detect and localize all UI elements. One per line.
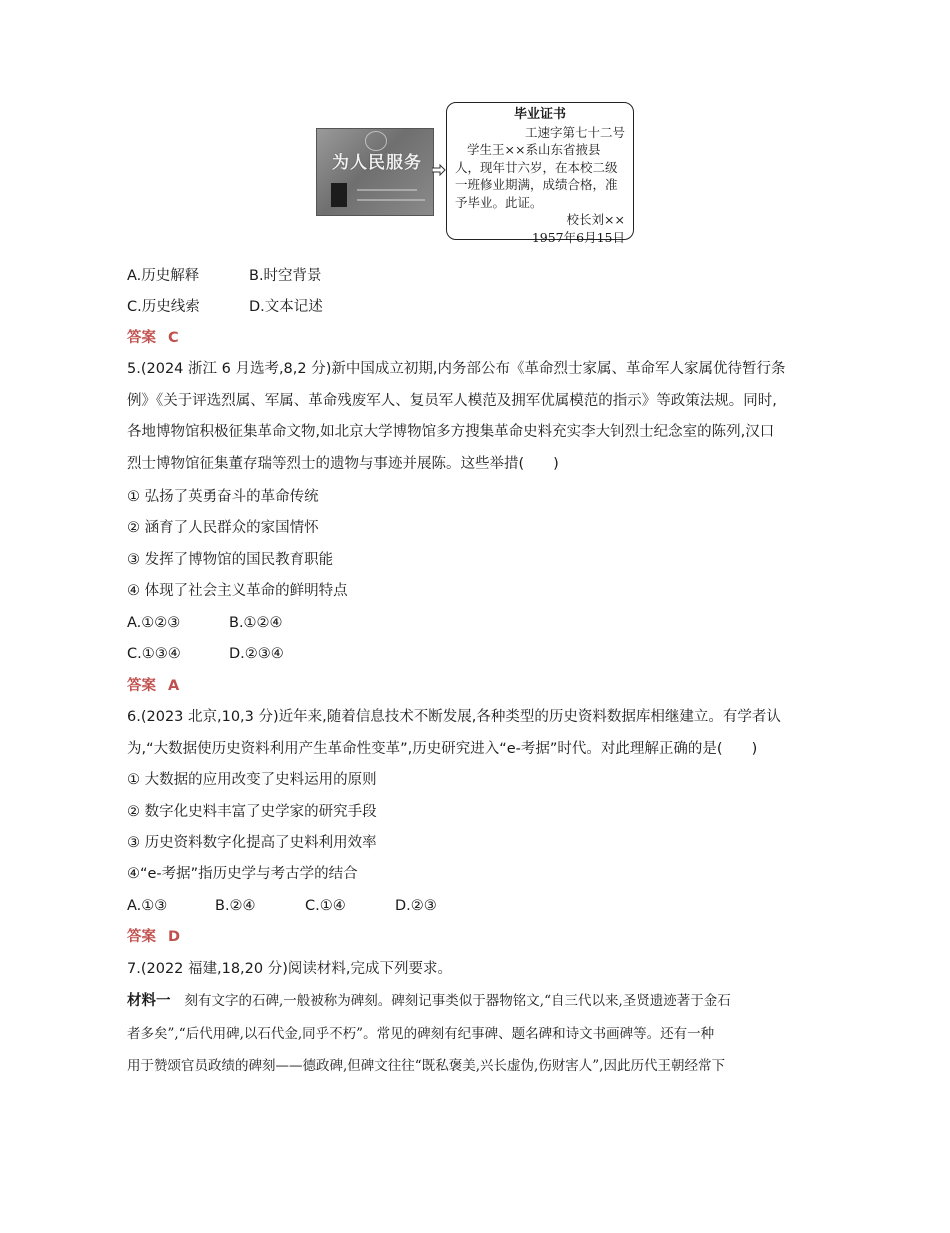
question-stem-line: 7.(2022 福建,18,20 分)阅读材料,完成下列要求。	[127, 961, 452, 977]
portrait-image	[331, 183, 347, 207]
emblem-seal	[365, 131, 387, 151]
material-line: 用于赞颂官员政绩的碑刻——德政碑,但碑文往往“既私褒美,兴长虚伪,伤财害人”,因此历代王朝经常下	[127, 1058, 725, 1074]
option-d: D.文本记述	[249, 299, 323, 315]
question-stem-line: 烈士博物馆征集董存瑞等烈士的遗物与事迹并展陈。这些举措( )	[127, 456, 559, 472]
option-c: C.①③④	[127, 646, 181, 662]
photo-title: 为人民服务	[332, 153, 422, 173]
certificate-line: 学生王××系山东省掖县	[467, 142, 601, 157]
material-label: 材料一	[127, 993, 171, 1009]
certificate-line: 校长刘××	[566, 212, 625, 227]
arrow-right-icon	[432, 164, 446, 176]
photo-text-line	[357, 189, 417, 191]
answer-value: C	[168, 330, 179, 346]
options-row	[127, 613, 283, 633]
photo-text-line	[357, 199, 425, 201]
statement-item: ① 弘扬了英勇奋斗的革命传统	[127, 489, 319, 505]
certificate-line: 工速字第七十二号	[524, 124, 625, 140]
statement-item: ③ 发挥了博物馆的国民教育职能	[127, 552, 334, 568]
answer-value: D	[168, 929, 181, 945]
answer-label: 答案	[127, 330, 156, 346]
certificate-line: 1957年6月15日	[531, 229, 625, 245]
option-a: A.①②③	[127, 615, 181, 631]
certificate-line: 人，现年廿六岁，在本校二级	[455, 159, 618, 175]
statement-item: ② 涵育了人民群众的家国情怀	[127, 520, 319, 536]
question-stem-line: 6.(2023 北京,10,3 分)近年来,随着信息技术不断发展,各种类型的历史资料数据库相继建立。有学者认	[127, 709, 781, 725]
answer-line	[127, 927, 180, 947]
option-c: C.历史线索	[127, 299, 200, 315]
certificate-photo	[316, 128, 434, 216]
material-line	[127, 991, 731, 1011]
statement-item: ① 大数据的应用改变了史料运用的原则	[127, 772, 377, 788]
certificate-title: 毕业证书	[513, 107, 566, 122]
options-row	[127, 644, 284, 664]
question-figure	[312, 100, 638, 246]
certificate-line: 一班修业期满，成绩合格，准	[455, 177, 618, 192]
statement-item: ② 数字化史料丰富了史学家的研究手段	[127, 804, 377, 820]
question-stem-line: 例》《关于评选烈属、军属、革命残废军人、复员军人模范及拥军优属模范的指示》等政策法规。同时,	[127, 393, 777, 409]
certificate-line: 予毕业。此证。	[455, 194, 543, 210]
option-d: D.②③④	[229, 646, 284, 662]
statement-item: ④ 体现了社会主义革命的鲜明特点	[127, 583, 348, 599]
material-line: 者多矣”,“后代用碑,以石代金,同乎不朽”。常见的碑刻有纪事碑、题名碑和诗文书画碑等。还有一种	[127, 1026, 715, 1042]
option-b: B.②④	[215, 898, 256, 914]
statement-item: ④“e-考据”指历史学与考古学的结合	[127, 866, 358, 882]
options-row	[127, 297, 323, 317]
answer-value: A	[168, 678, 180, 694]
option-a: A.历史解释	[127, 268, 200, 284]
question-stem-line: 为,“大数据使历史资料利用产生革命性变革”,历史研究进入“e-考据”时代。对此理解正确的是( )	[127, 741, 758, 757]
options-row	[127, 896, 437, 916]
answer-label: 答案	[127, 678, 156, 694]
answer-line	[127, 328, 179, 348]
statement-item: ③ 历史资料数字化提高了史料利用效率	[127, 835, 377, 851]
option-b: B.时空背景	[249, 268, 322, 284]
option-b: B.①②④	[229, 615, 283, 631]
question-stem-line: 5.(2024 浙江 6 月选考,8,2 分)新中国成立初期,内务部公布《革命烈士家属、革命军人家属优待暂行条	[127, 361, 786, 377]
question-stem-line: 各地博物馆积极征集革命文物,如北京大学博物馆多方搜集革命史料充实李大钊烈士纪念室的陈列,汉口	[127, 424, 775, 440]
material-text: 刻有文字的石碑,一般被称为碑刻。碑刻记事类似于器物铭文,“自三代以来,圣贤遗迹著于金石	[184, 993, 731, 1009]
answer-label: 答案	[127, 929, 156, 945]
answer-line	[127, 676, 179, 696]
certificate-transcript	[446, 102, 634, 245]
option-d: D.②③	[395, 898, 437, 914]
options-row	[127, 266, 322, 286]
option-c: C.①④	[305, 898, 346, 914]
option-a: A.①③	[127, 898, 168, 914]
